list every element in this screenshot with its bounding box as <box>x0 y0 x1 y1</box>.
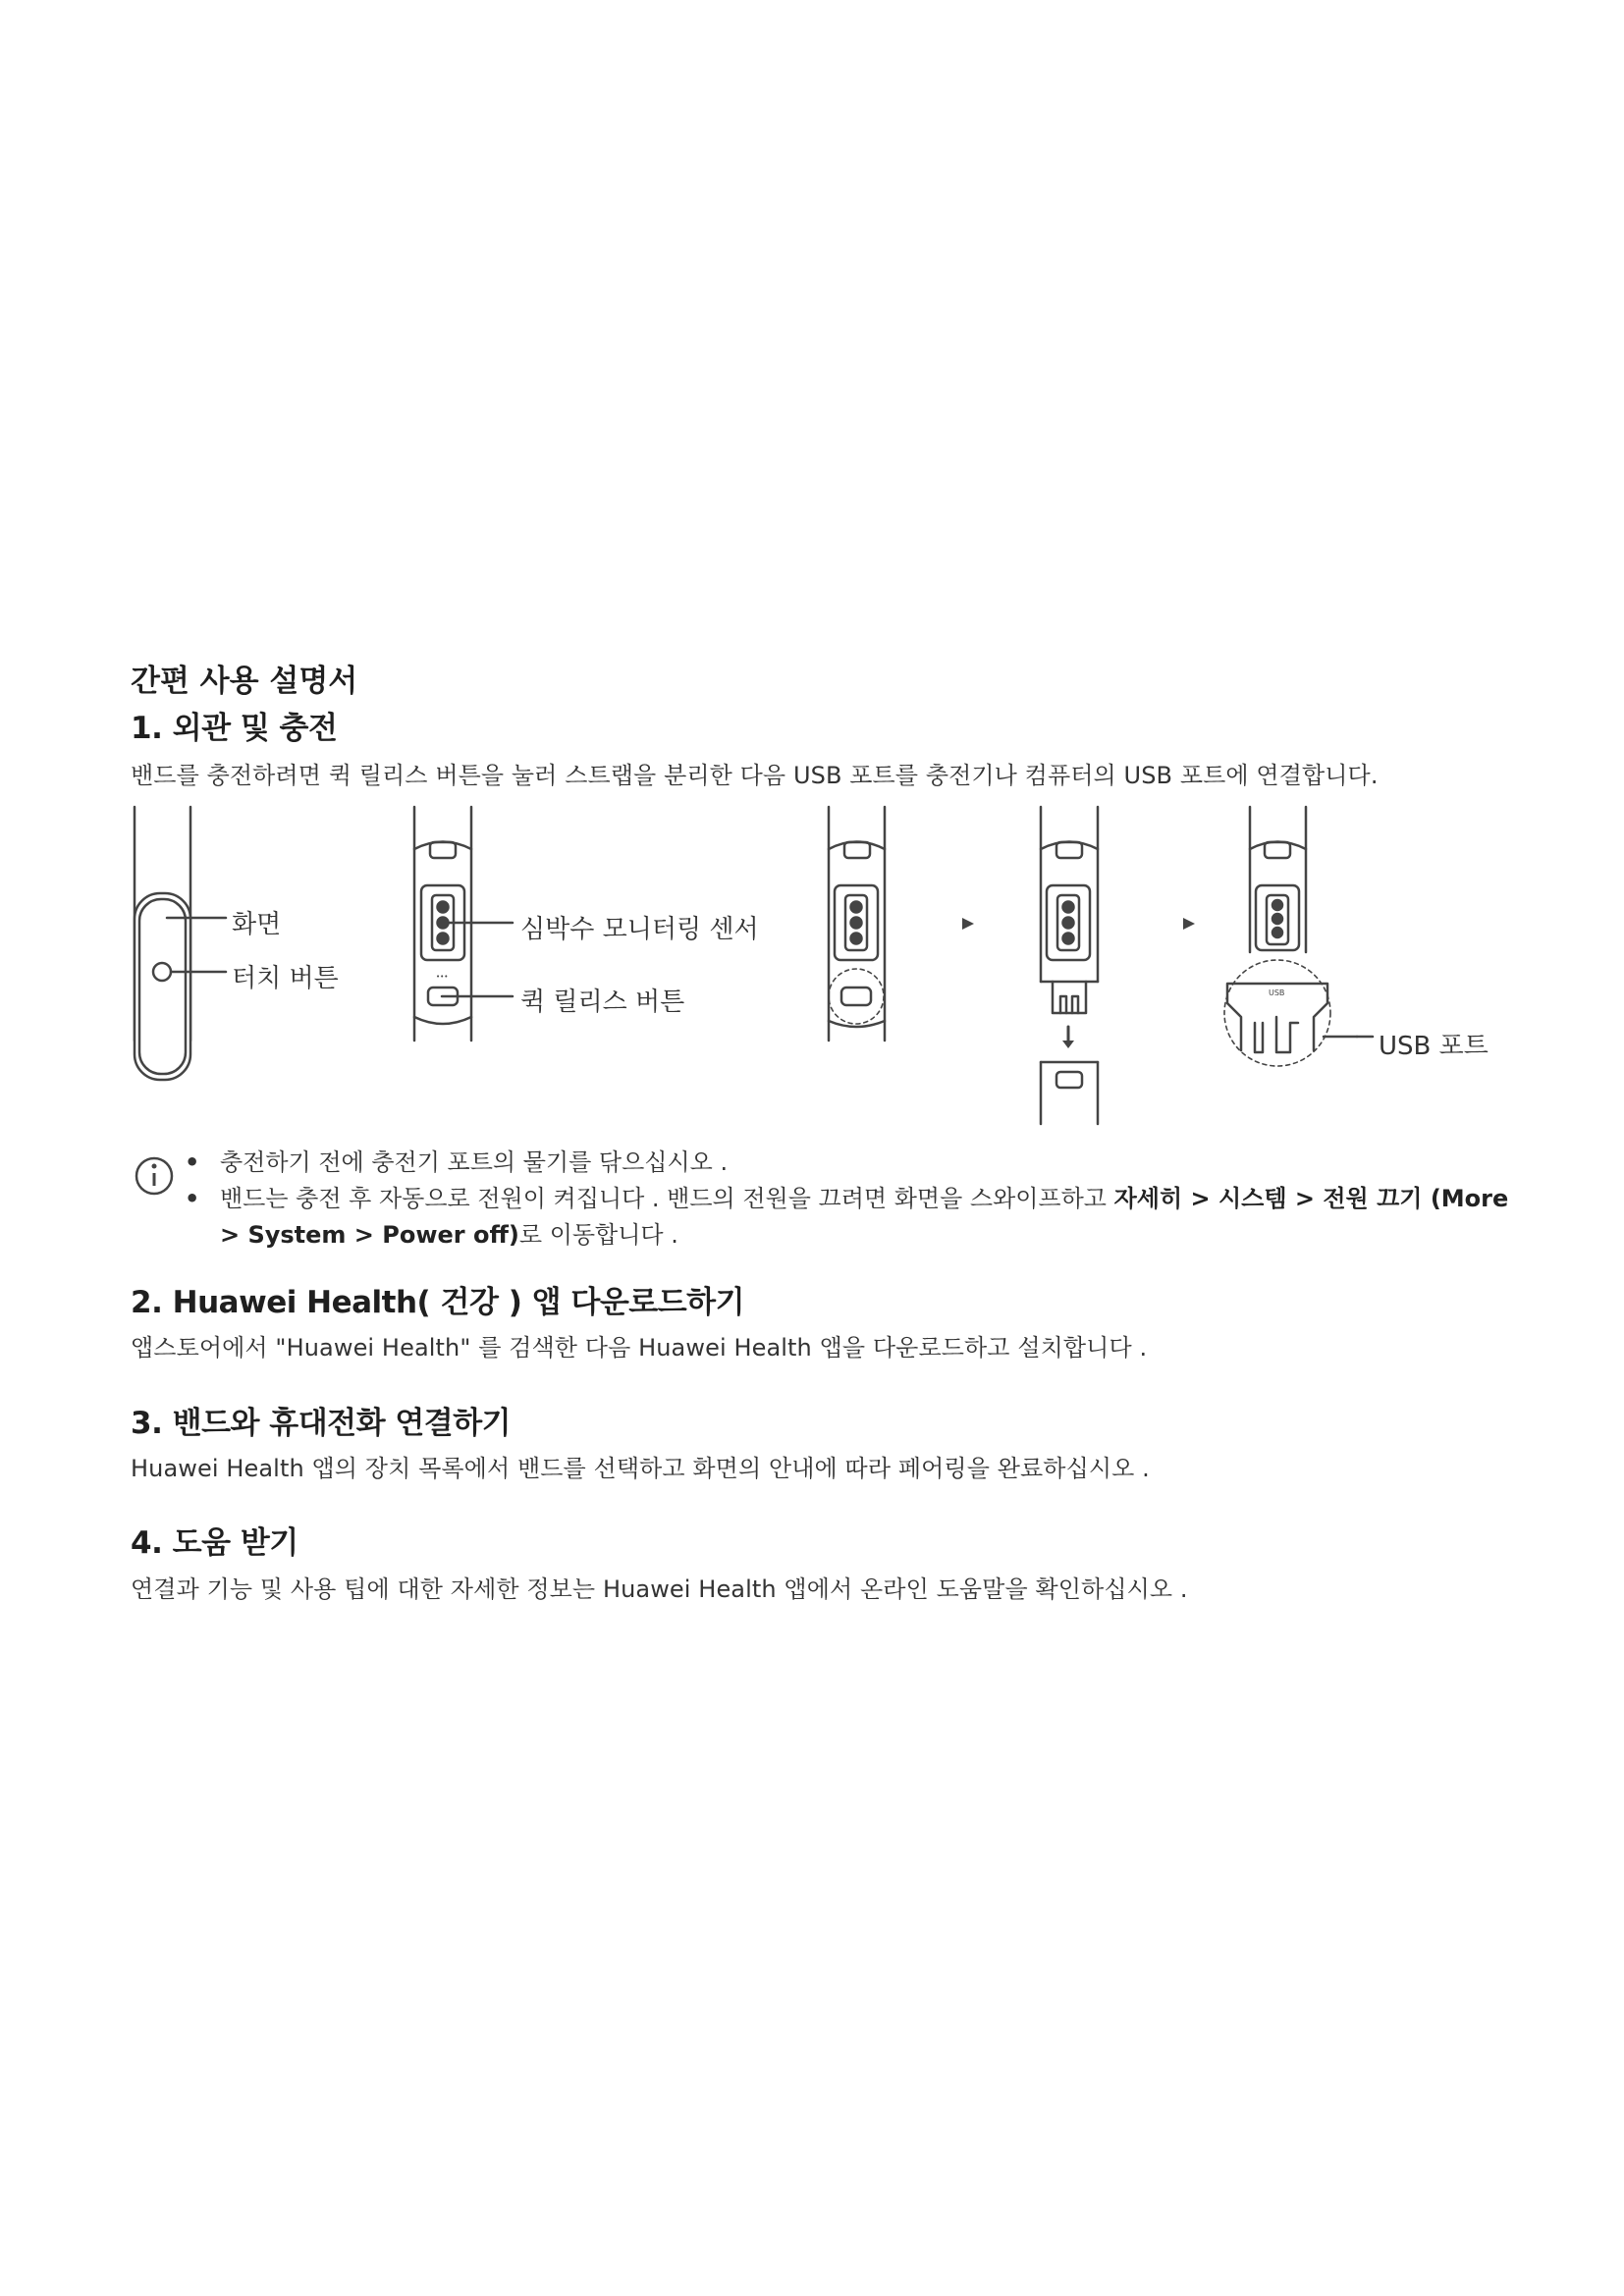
section-3-body: Huawei Health 앱의 장치 목록에서 밴드를 선택하고 화면의 안내에 따라 페어링을 완료하십시오 . <box>131 1455 1150 1482</box>
note-item <box>175 1145 1520 1181</box>
menu-path: 자세히 > 시스템 > 전원 끄기 (More > System > Power off) <box>220 1185 1509 1249</box>
note-item <box>175 1181 1520 1254</box>
band-back-view <box>414 807 513 1041</box>
note-text: 로 이동합니다 . <box>518 1221 678 1249</box>
play-arrow-icon <box>962 918 974 930</box>
label-usb-port: USB 포트 <box>1379 1032 1489 1061</box>
svg-text:USB: USB <box>1269 988 1285 997</box>
section-2-body: 앱스토어에서 "Huawei Health" 를 검색한 다음 Huawei Health 앱을 다운로드하고 설치합니다 . <box>131 1334 1148 1362</box>
band-step-3 <box>1224 807 1373 1066</box>
section-4-body: 연결과 기능 및 사용 팁에 대한 자세한 정보는 Huawei Health 앱에서 온라인 도움말을 확인하십시오 . <box>131 1575 1188 1603</box>
down-arrow-icon <box>1062 1041 1074 1048</box>
band-step-2 <box>1041 807 1098 1124</box>
label-screen: 화면 <box>232 910 282 939</box>
label-quick-release-button: 퀵 릴리스 버튼 <box>520 988 685 1017</box>
label-touch-button: 터치 버튼 <box>232 964 339 993</box>
label-heart-rate-sensor: 심박수 모니터링 센서 <box>520 915 759 944</box>
band-front-view <box>135 807 226 1080</box>
svg-text:•••: ••• <box>436 973 449 981</box>
section-4-heading: 4. 도움 받기 <box>131 1525 298 1561</box>
section-2-heading: 2. Huawei Health( 건강 ) 앱 다운로드하기 <box>131 1285 745 1320</box>
play-arrow-icon <box>1183 918 1195 930</box>
section-1-body: 밴드를 충전하려면 퀵 릴리스 버튼을 눌러 스트랩을 분리한 다음 USB 포트를 충전기나 컴퓨터의 USB 포트에 연결합니다. <box>131 762 1379 789</box>
note-text: 충전하기 전에 충전기 포트의 물기를 닦으십시오 . <box>220 1148 729 1176</box>
page-title: 간편 사용 설명서 <box>131 664 358 699</box>
section-3-heading: 3. 밴드와 휴대전화 연결하기 <box>131 1406 512 1441</box>
section-1-heading: 1. 외관 및 충전 <box>131 711 338 746</box>
charging-notes <box>175 1145 1520 1254</box>
band-step-1 <box>829 807 885 1041</box>
note-text: 밴드는 충전 후 자동으로 전원이 켜집니다 . 밴드의 전원을 끄려면 화면을 스와이프하고 <box>220 1185 1114 1212</box>
